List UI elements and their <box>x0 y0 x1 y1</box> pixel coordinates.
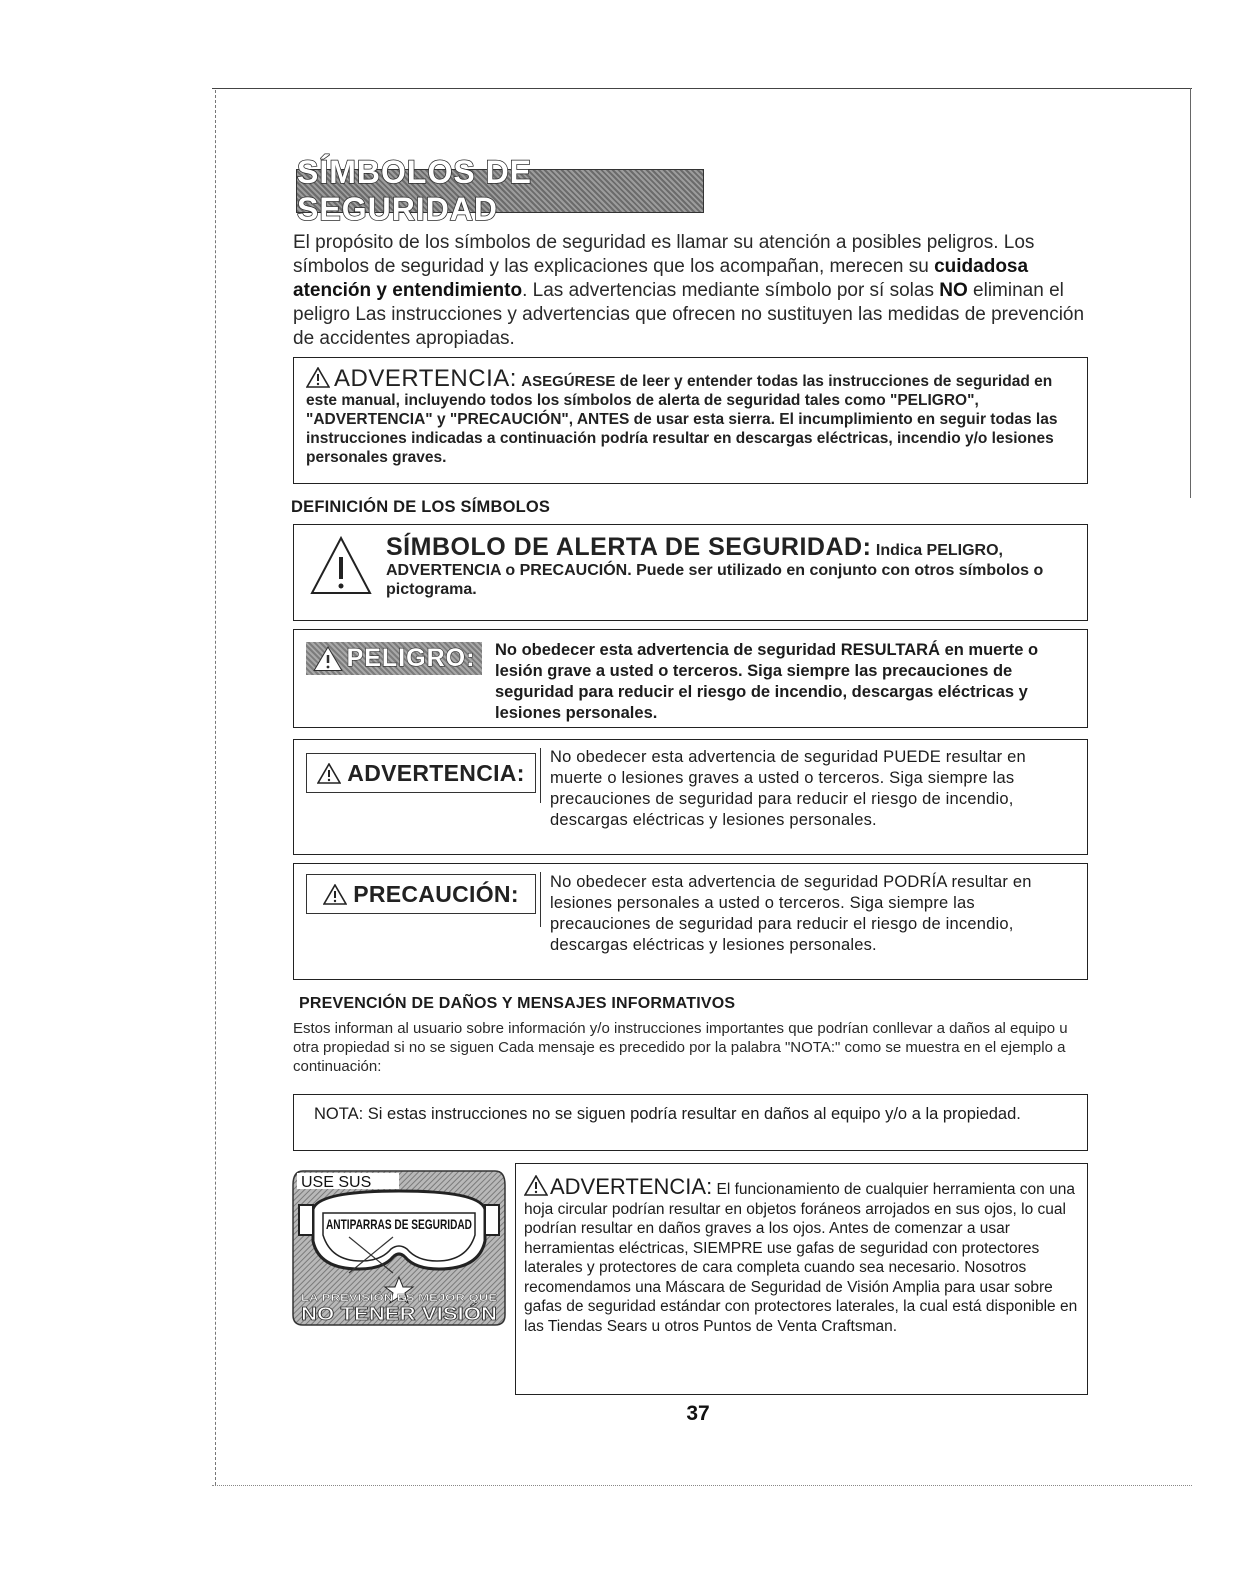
main-warning-box <box>293 357 1088 484</box>
warning-box <box>293 739 1088 855</box>
main-warning-body: de leer y entender todas las instrucciones de seguridad en este manual, incluyendo todos los símbolos de alerta de seguridad tales como "PELIGRO", "ADVERTENCIA" y "PRECAUCIÓN", ANTES de usar esta sierra. El incumplimiento en seguir todas las instrucciones indicadas a continuación podría resultar en descargas eléctricas, incendio y/o lesiones personales graves. <box>306 373 1058 466</box>
warning-badge <box>306 753 536 793</box>
page-frame-right <box>1190 88 1191 498</box>
goggles-band-text: ANTIPARRAS DE SEGURIDAD <box>326 1216 472 1232</box>
prevention-heading: PREVENCIÓN DE DAÑOS Y MENSAJES INFORMATIVOS <box>299 995 736 1012</box>
danger-triangle-icon <box>313 646 343 672</box>
page-number: 37 <box>686 1402 710 1425</box>
alert-symbol-box <box>293 524 1088 621</box>
caution-triangle-icon <box>323 884 347 905</box>
alert-symbol-title: SÍMBOLO DE ALERTA DE SEGURIDAD: <box>386 533 872 561</box>
intro-text-2: . Las advertencias mediante símbolo por sí solas <box>522 280 940 301</box>
intro-paragraph <box>293 231 1093 351</box>
safety-goggles-graphic <box>289 1165 509 1328</box>
intro-text-3: eliminan el peligro Las instrucciones y advertencias que ofrecen no sustituyen las medidas de prevención de accidentes apropiadas. <box>293 280 1085 349</box>
danger-box <box>293 629 1088 728</box>
warning-badge-triangle-icon <box>317 763 341 784</box>
intro-bold-2: NO <box>939 280 968 301</box>
note-text: NOTA: Si estas instrucciones no se siguen podría resultar en daños al equipo y/o a la propiedad. <box>314 1105 1021 1123</box>
definitions-heading: DEFINICIÓN DE LOS SÍMBOLOS <box>291 498 551 516</box>
alert-symbol-indica: Indica PELIGRO, <box>871 542 1003 559</box>
warning-text: No obedecer esta advertencia de seguridad PUEDE resultar en muerte o lesiones graves a usted o terceros. Siga siempre las precauciones de seguridad para reducir el riesgo de incendio, descargas eléctricas y lesiones personales. <box>550 748 1026 829</box>
main-warning-lead: ASEGÚRESE <box>521 373 616 390</box>
main-warning-heading: ADVERTENCIA: <box>334 365 517 392</box>
warning-divider <box>540 748 541 803</box>
goggles-bottom-text: NO TENER VISIÓN <box>301 1304 461 1324</box>
alert-symbol-text <box>386 533 1076 599</box>
caution-text: No obedecer esta advertencia de seguridad PODRÍA resultar en lesiones personales a usted o terceros. Siga siempre las precauciones de seguridad para reducir el riesgo de incendio, descargas eléctricas y lesiones personales. <box>550 873 1032 954</box>
prevention-body: Estos informan al usuario sobre información y/o instrucciones importantes que podrían conllevar a daños al equipo u otra propiedad si no se siguen Cada mensaje es precedido por la palabra "NOTA:" como se muestra en el ejemplo a continuación: <box>293 1020 1068 1075</box>
bottom-warning-triangle-icon <box>524 1175 548 1196</box>
page-frame-top <box>212 88 1192 89</box>
intro-text-1: El propósito de los símbolos de seguridad es llamar su atención a posibles peligros. Los símbolos de seguridad y las explicaciones que los acompañan, merecen su <box>293 232 1035 277</box>
caution-box <box>293 863 1088 980</box>
goggles-top-text: USE SUS <box>301 1174 372 1191</box>
bottom-warning-heading: ADVERTENCIA: <box>550 1174 713 1199</box>
caution-divider <box>540 872 541 927</box>
alert-symbol-body: ADVERTENCIA o PRECAUCIÓN. Puede ser utilizado en conjunto con otros símbolos o pictograma. <box>386 562 1044 598</box>
section-title: SÍMBOLOS DE SEGURIDAD <box>296 169 704 213</box>
danger-text: No obedecer esta advertencia de seguridad RESULTARÁ en muerte o lesión grave a usted o terceros. Siga siempre las precauciones de seguridad para reducir el riesgo de incendio, descargas eléctricas y lesiones personales. <box>495 641 1039 722</box>
warning-triangle-icon <box>306 367 330 388</box>
bottom-warning-box <box>515 1163 1088 1395</box>
warning-badge-label: ADVERTENCIA: <box>347 759 525 786</box>
goggles-slogan-text: LA PREVISIÓN ES MEJOR QUE <box>301 1293 451 1304</box>
page-frame-bottom <box>212 1485 1192 1486</box>
note-box <box>293 1094 1088 1151</box>
safety-alert-triangle-icon <box>310 535 372 597</box>
bottom-warning-body: El funcionamiento de cualquier herramienta con una hoja circular podrían resultar en objetos foráneos arrojados en sus ojos, lo cual podrían resultar en daños graves a los ojos. Antes de comenzar a usar herramientas eléctricas, SIEMPRE use gafas de seguridad con protectores laterales y protectores de cara completa cuando sea necesario. Nosotros recomendamos una Máscara de Seguridad de Visión Amplia para usar sobre gafas de seguridad estándar con protectores laterales, la cual está disponible en las Tiendas Sears u otros Puntos de Venta Craftsman. <box>524 1181 1078 1335</box>
caution-badge <box>306 874 536 914</box>
caution-badge-label: PRECAUCIÓN: <box>353 880 519 907</box>
danger-badge <box>306 642 482 675</box>
page-frame-left <box>215 90 216 1485</box>
danger-badge-label: PELIGRO: <box>346 644 476 672</box>
intro-bold-1: cuidadosa atención y entendimiento <box>293 256 1029 301</box>
